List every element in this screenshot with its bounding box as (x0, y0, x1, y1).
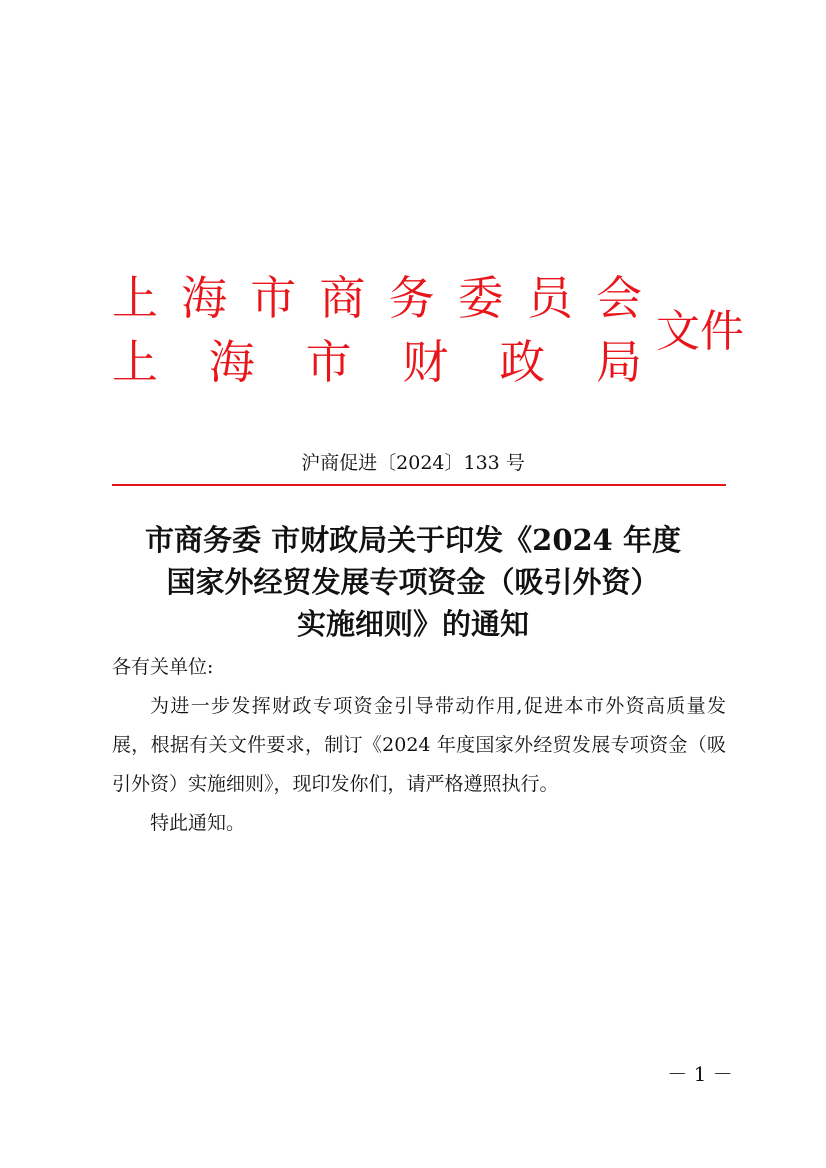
issuer-char: 政 (499, 335, 546, 389)
issuer-line-commerce-commission (112, 272, 642, 324)
closing-paragraph: 特此通知。 (150, 812, 246, 834)
issuer-line-finance-bureau (112, 336, 642, 388)
red-separator-line (112, 484, 726, 486)
title-line-2: 国家外经贸发展专项资金（吸引外资） (166, 565, 660, 599)
issuer-char: 会 (595, 271, 642, 325)
issuer-char: 委 (457, 271, 504, 325)
salutation: 各有关单位: (112, 656, 214, 678)
issuer-char: 财 (402, 335, 449, 389)
issuer-char: 员 (526, 271, 573, 325)
title-line-3: 实施细则》的通知 (296, 607, 529, 641)
issuer-char: 上 (112, 335, 158, 389)
issuer-char: 海 (181, 271, 228, 325)
body-paragraph: 为进一步发挥财政专项资金引导带动作用,促进本市外资高质量发展，根据有关文件要求，制订《2024 年度国家外经贸发展专项资金（吸引外资）实施细则》，现印发你们，请严格遵照执行。 (112, 695, 726, 795)
title-line-1: 市商务委 市财政局关于印发《2024 年度 (145, 523, 681, 557)
issuer-char: 上 (112, 271, 158, 325)
issuer-char: 商 (319, 271, 366, 325)
document-suffix: 文件 (656, 306, 744, 357)
issuer-char: 海 (208, 335, 255, 389)
issuer-char: 市 (250, 271, 297, 325)
issuer-char: 局 (595, 335, 642, 389)
document-number: 沪商促进〔2024〕133 号 (301, 452, 525, 474)
issuer-char: 务 (388, 271, 435, 325)
issuer-char: 市 (305, 335, 352, 389)
document-body (112, 648, 726, 843)
page-number: － 1 － (667, 1062, 733, 1086)
document-title (60, 519, 766, 645)
